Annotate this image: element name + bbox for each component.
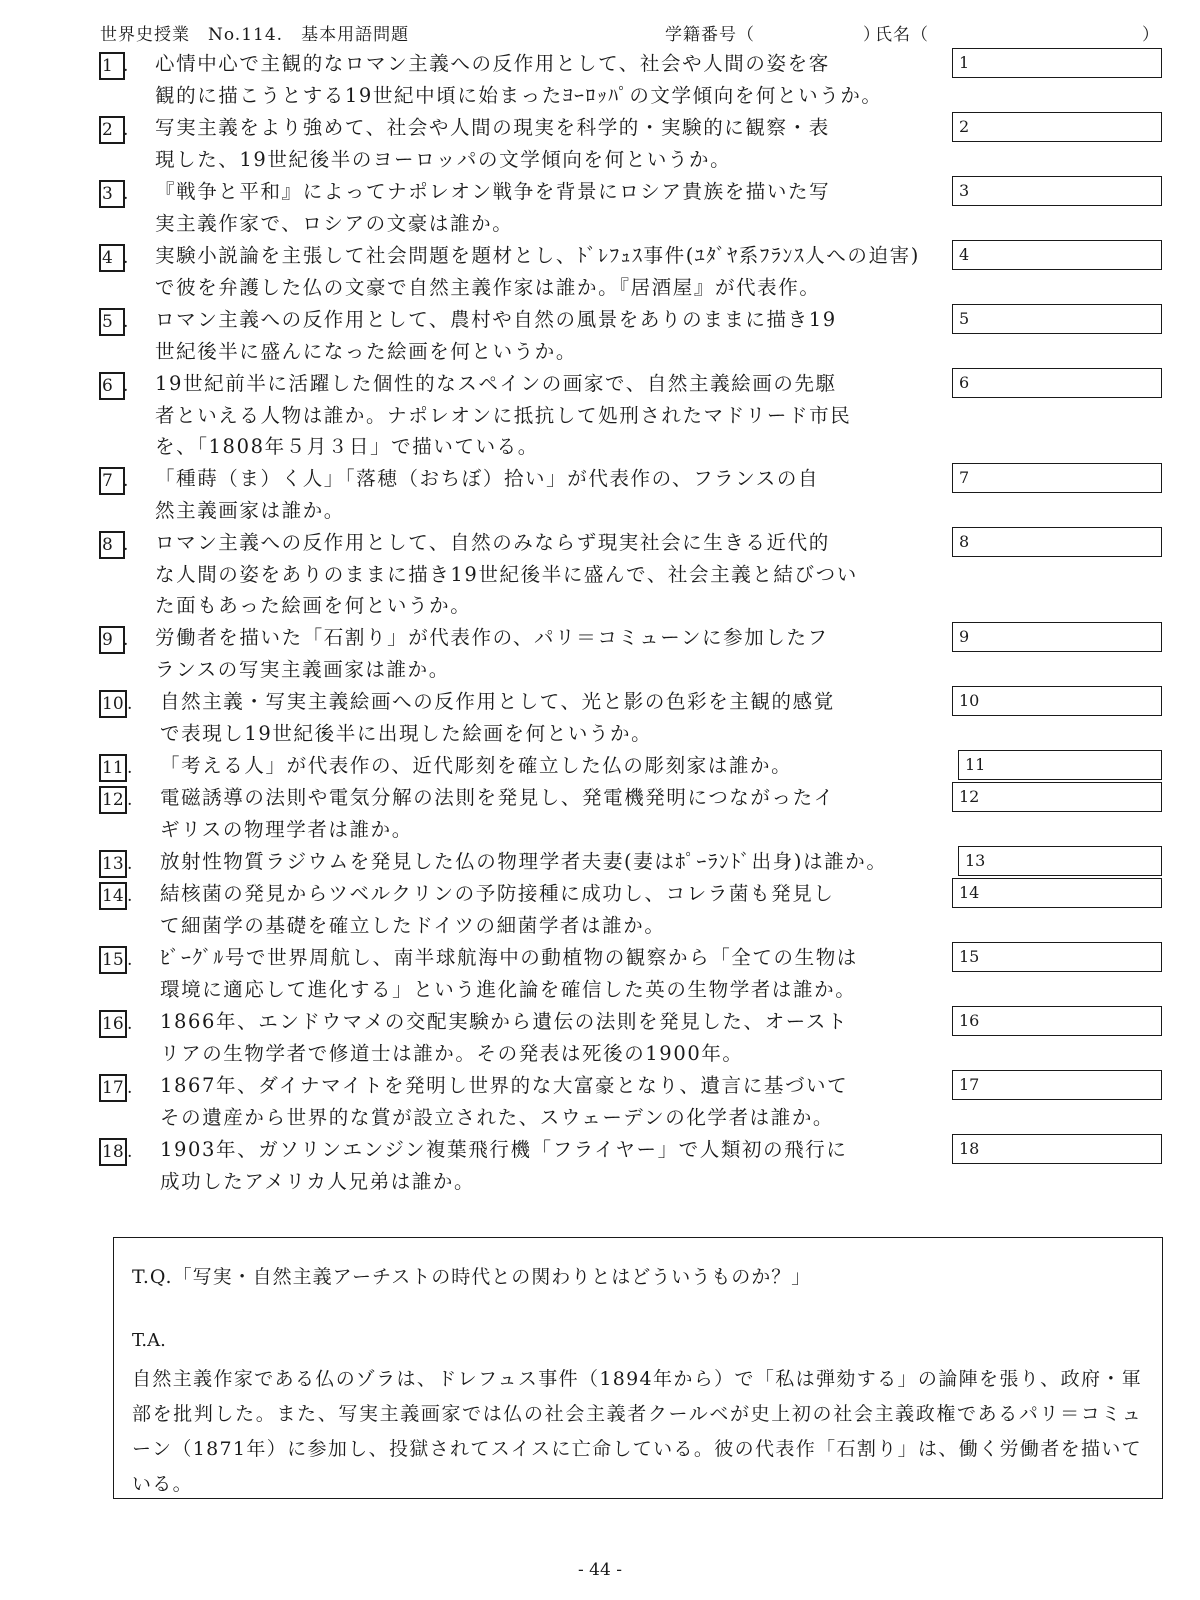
answer-box[interactable]: 17 (952, 1070, 1162, 1100)
question-number: 1 (99, 52, 125, 80)
question-number: 15 (99, 946, 127, 974)
number-period: . (127, 886, 133, 906)
answer-box[interactable]: 14 (952, 878, 1162, 908)
question-text: 実験小説論を主張して社会問題を題材とし、ﾄﾞﾚﾌｭｽ事件(ﾕﾀﾞﾔ系ﾌﾗﾝｽ人への迫害) で彼を弁護した仏の文豪で自然主義作家は誰か。『居酒屋』が代表作。 (155, 244, 920, 299)
question-text: 1866年、エンドウマメの交配実験から遺伝の法則を発見した、オースト リアの生物学者で修道士は誰か。その発表は死後の1900年。 (160, 1010, 849, 1065)
question-number: 8 (99, 531, 125, 559)
number-period: . (127, 854, 133, 874)
number-period: . (127, 1078, 133, 1098)
question-number: 4 (99, 244, 125, 272)
answer-box[interactable]: 18 (952, 1134, 1162, 1164)
number-period: . (123, 535, 129, 555)
question-number: 11 (99, 754, 127, 782)
page-number: - 44 - (578, 1560, 622, 1580)
answer-box[interactable]: 3 (952, 176, 1162, 206)
answer-box[interactable]: 6 (952, 368, 1162, 398)
question-text: 1903年、ガソリンエンジン複葉飛行機「フライヤー」で人類初の飛行に 成功したアメリカ人兄弟は誰か。 (160, 1138, 848, 1193)
theme-answer-text: 自然主義作家である仏のゾラは、ドレフュス事件（1894年から）で「私は弾劾する」の論陣を張り、政府・軍部を批判した。また、写実主義画家では仏の社会主義者クールベが史上初の社会主義政権であるパリ＝コミューン（1871年）に参加し、投獄されてスイスに亡命している。彼の代表作「石割り」は、働く労働者を描いている。 (132, 1368, 1142, 1495)
question-text: 結核菌の発見からツベルクリンの予防接種に成功し、コレラ菌も発見し て細菌学の基礎を確立したドイツの細菌学者は誰か。 (160, 882, 835, 937)
question-number: 13 (99, 850, 127, 878)
number-period: . (127, 1142, 133, 1162)
answer-box[interactable]: 12 (952, 782, 1162, 812)
number-period: . (123, 376, 129, 396)
question-text: 『戦争と平和』によってナポレオン戦争を背景にロシア貴族を描いた写 実主義作家で、ロシアの文豪は誰か。 (155, 180, 831, 235)
answer-box[interactable]: 11 (958, 750, 1162, 780)
question-number: 6 (99, 372, 125, 400)
question-text: 自然主義・写実主義絵画への反作用として、光と影の色彩を主観的感覚 で表現し19世紀後半に出現した絵画を何というか。 (160, 690, 835, 745)
question-text: 1867年、ダイナマイトを発明し世界的な大富豪となり、遺言に基づいて その遺産から世界的な賞が設立された、スウェーデンの化学者は誰か。 (160, 1074, 849, 1129)
question-text: 「種蒔（ま）く人」「落穂（おちぼ）拾い」が代表作の、フランスの自 然主義画家は誰か。 (155, 467, 820, 522)
question-text: ロマン主義への反作用として、自然のみならず現実社会に生きる近代的 な人間の姿をありのままに描き19世紀後半に盛んで、社会主義と結びつい た面もあった絵画を何というか。 (155, 531, 858, 617)
number-period: . (123, 184, 129, 204)
number-period: . (127, 694, 133, 714)
number-period: . (123, 120, 129, 140)
number-period: . (123, 630, 129, 650)
number-period: . (127, 950, 133, 970)
worksheet-title: 世界史授業 No.114. 基本用語問題 (100, 25, 410, 45)
question-text: ﾋﾞｰｸﾞﾙ号で世界周航し、南半球航海中の動植物の観察から「全ての生物は 環境に適応して進化する」という進化論を確信した英の生物学者は誰か。 (160, 946, 858, 1001)
number-period: . (127, 758, 133, 778)
question-number: 7 (99, 467, 125, 495)
answer-box[interactable]: 2 (952, 112, 1162, 142)
question-number: 17 (99, 1074, 127, 1102)
number-period: . (123, 56, 129, 76)
answer-box[interactable]: 15 (952, 942, 1162, 972)
answer-box[interactable]: 13 (958, 846, 1162, 876)
question-text: 労働者を描いた「石割り」が代表作の、パリ＝コミューンに参加したフ ランスの写実主義画家は誰か。 (155, 626, 829, 681)
question-text: 電磁誘導の法則や電気分解の法則を発見し、発電機発明につながったイ ギリスの物理学者は誰か。 (160, 786, 835, 841)
question-number: 9 (99, 626, 125, 654)
question-number: 2 (99, 116, 125, 144)
number-period: . (127, 1014, 133, 1034)
answer-box[interactable]: 5 (952, 304, 1162, 334)
answer-box[interactable]: 7 (952, 463, 1162, 493)
question-text: 写実主義をより強めて、社会や人間の現実を科学的・実験的に観察・表 現した、19世紀後半のヨーロッパの文学傾向を何というか。 (155, 116, 830, 171)
name-field: 氏名（ (875, 25, 929, 45)
number-period: . (123, 312, 129, 332)
question-number: 5 (99, 308, 125, 336)
name-field-close: ） (1142, 25, 1160, 45)
question-text: 19世紀前半に活躍した個性的なスペインの画家で、自然主義絵画の先駆 者といえる人物は誰か。ナポレオンに抵抗して処刑されたマドリード市民 を、「1808年５月３日」で描いている。 (155, 372, 852, 458)
number-period: . (123, 471, 129, 491)
question-number: 18 (99, 1138, 127, 1166)
answer-box[interactable]: 8 (952, 527, 1162, 557)
student-id-field: 学籍番号（ ） (665, 25, 881, 45)
answer-box[interactable]: 1 (952, 48, 1162, 78)
question-number: 3 (99, 180, 125, 208)
worksheet-header (100, 20, 1160, 46)
question-number: 16 (99, 1010, 127, 1038)
answer-box[interactable]: 10 (952, 686, 1162, 716)
theme-question-box (113, 1237, 1163, 1499)
theme-question: T.Q.「写実・自然主義アーチストの時代との関わりとはどういうものか？」 (132, 1266, 812, 1288)
number-period: . (127, 790, 133, 810)
answer-box[interactable]: 4 (952, 240, 1162, 270)
answer-box[interactable]: 9 (952, 622, 1162, 652)
question-text: 「考える人」が代表作の、近代彫刻を確立した仏の彫刻家は誰か。 (160, 754, 793, 777)
question-number: 12 (99, 786, 127, 814)
question-number: 10 (99, 690, 127, 718)
number-period: . (123, 248, 129, 268)
question-text: ロマン主義への反作用として、農村や自然の風景をありのままに描き19 世紀後半に盛んになった絵画を何というか。 (155, 308, 837, 363)
answer-box[interactable]: 16 (952, 1006, 1162, 1036)
question-text: 放射性物質ラジウムを発見した仏の物理学者夫妻(妻はﾎﾟｰﾗﾝﾄﾞ出身)は誰か。 (160, 850, 888, 873)
question-text: 心情中心で主観的なロマン主義への反作用として、社会や人間の姿を客 観的に描こうとする19世紀中頃に始まったﾖｰﾛｯﾊﾟの文学傾向を何というか。 (155, 52, 883, 107)
question-number: 14 (99, 882, 127, 910)
theme-answer-label: T.A. (132, 1330, 166, 1351)
